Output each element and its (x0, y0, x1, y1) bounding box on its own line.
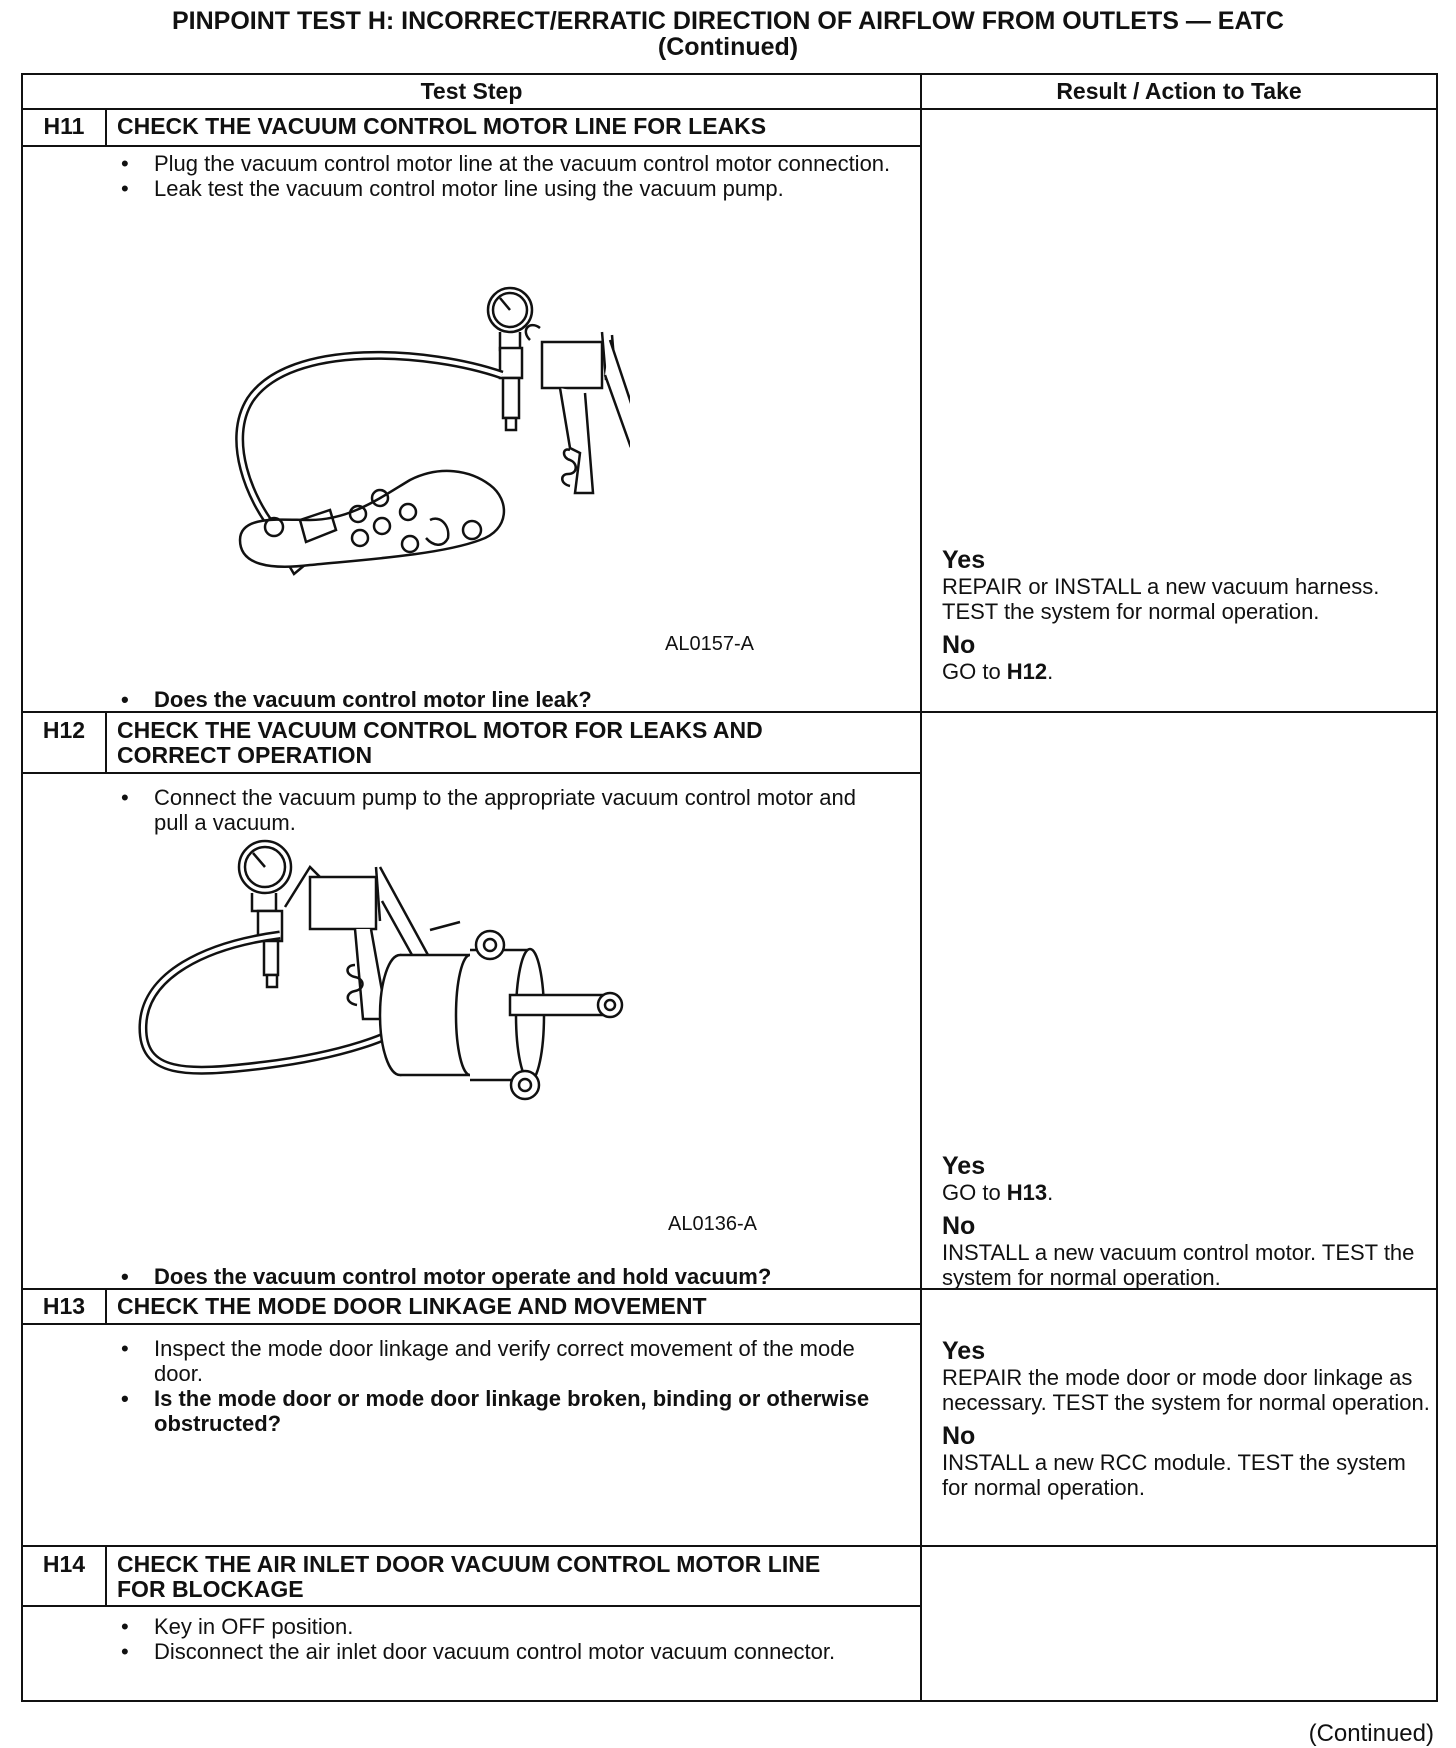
step-bullets-h13 (114, 1336, 894, 1436)
no-action: INSTALL a new vacuum control motor. TEST the system for normal operation. (942, 1240, 1415, 1290)
question-item: • Does the vacuum control motor line leak? (114, 687, 904, 712)
bullet-item: • Key in OFF position. (114, 1614, 894, 1639)
continued-footer: (Continued) (1308, 1720, 1434, 1747)
header-test-step: Test Step (420, 78, 523, 104)
no-label: No (942, 631, 976, 659)
vacuum-motor-test-illustration (130, 835, 710, 1215)
result-h12 (930, 1153, 1430, 1290)
page-title-line1: PINPOINT TEST H: INCORRECT/ERRATIC DIRECTION OF AIRFLOW FROM OUTLETS — EATC (172, 7, 1284, 35)
step-bullets-h11 (114, 151, 894, 201)
yes-label: Yes (942, 546, 986, 574)
result-h11 (930, 547, 1430, 684)
bullet-item: • Disconnect the air inlet door vacuum control motor vacuum connector. (114, 1639, 894, 1664)
no-action-text: GO to (942, 659, 1007, 684)
yes-label: Yes (942, 1152, 986, 1180)
yes-action (942, 1180, 1430, 1205)
page-title (0, 8, 1456, 60)
table-border-left (21, 73, 23, 1702)
figure-label-h11: AL0157-A (665, 633, 754, 655)
step-bullets-h12 (114, 785, 894, 835)
figure-label-h12: AL0136-A (668, 1213, 757, 1235)
vacuum-line-leak-test-illustration (230, 280, 630, 660)
step-question-h12 (114, 1264, 914, 1289)
bullet-item: • Connect the vacuum pump to the appropriate vacuum control motor and pull a vacuum. (114, 785, 894, 835)
step-id-h13: H13 (42, 1293, 86, 1319)
yes-action: REPAIR the mode door or mode door linkage as necessary. TEST the system for normal operation. (942, 1365, 1430, 1415)
result-h13 (930, 1338, 1430, 1500)
step-reference-link[interactable]: H12 (1006, 659, 1048, 684)
yes-label: Yes (942, 1337, 986, 1365)
page-title-line2: (Continued) (657, 33, 799, 61)
step-bullets-h14 (114, 1614, 894, 1664)
no-action (942, 659, 1430, 684)
step-question-h11 (114, 687, 904, 712)
no-label: No (942, 1212, 976, 1240)
question-item: • Does the vacuum control motor operate and hold vacuum? (114, 1264, 914, 1289)
row-divider-h14 (21, 1545, 1438, 1547)
no-label: No (942, 1422, 976, 1450)
yes-action-end: . (1047, 1180, 1054, 1205)
step-title-h13: CHECK THE MODE DOOR LINKAGE AND MOVEMENT (117, 1293, 707, 1319)
bullet-item: • Plug the vacuum control motor line at the vacuum control motor connection. (114, 151, 894, 176)
yes-action: REPAIR or INSTALL a new vacuum harness. TEST the system for normal operation. (942, 574, 1380, 624)
title-divider-h12 (21, 772, 922, 774)
title-divider-h14 (21, 1605, 922, 1607)
step-id-h12: H12 (42, 717, 86, 743)
question-item: • Is the mode door or mode door linkage broken, binding or otherwise obstructed? (114, 1386, 894, 1436)
title-divider-h13 (21, 1323, 922, 1325)
header-result: Result / Action to Take (1056, 78, 1302, 104)
yes-action-text: GO to (942, 1180, 1007, 1205)
table-border-bottom (21, 1700, 1438, 1702)
bullet-item: • Leak test the vacuum control motor line using the vacuum pump. (114, 176, 894, 201)
step-title-h14: CHECK THE AIR INLET DOOR VACUUM CONTROL MOTOR LINE FOR BLOCKAGE (117, 1551, 821, 1602)
step-id-h14: H14 (42, 1551, 86, 1577)
no-action: INSTALL a new RCC module. TEST the system for normal operation. (942, 1450, 1406, 1500)
column-divider (920, 73, 922, 1702)
bullet-item: • Inspect the mode door linkage and verify correct movement of the mode door. (114, 1336, 894, 1386)
step-id-h11: H11 (43, 113, 85, 139)
title-divider-h11 (21, 145, 922, 147)
step-title-h12: CHECK THE VACUUM CONTROL MOTOR FOR LEAKS AND CORRECT OPERATION (117, 717, 763, 768)
no-action-end: . (1047, 659, 1054, 684)
step-reference-link[interactable]: H13 (1006, 1180, 1048, 1205)
header-divider (21, 108, 1438, 110)
step-title-h11: CHECK THE VACUUM CONTROL MOTOR LINE FOR LEAKS (117, 113, 767, 139)
table-border-right (1436, 73, 1438, 1702)
